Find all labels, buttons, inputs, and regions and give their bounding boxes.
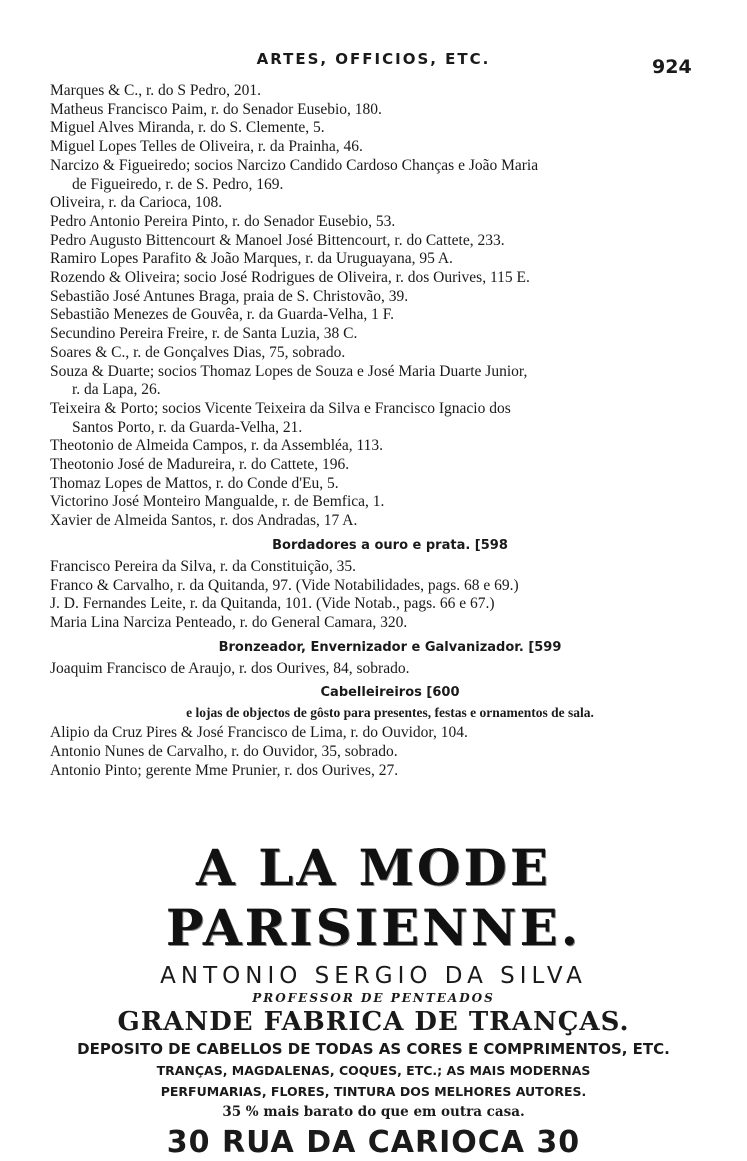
ad-banner: A LA MODE PARISIENNE. — [165, 838, 582, 957]
section-heading-bordadores: Bordadores a ouro e prata. [598 — [272, 537, 508, 553]
listing-entry: Teixeira & Porto; socios Vicente Teixeira da Silva e Francisco Ignacio dos — [50, 399, 511, 417]
listing-entry-continuation: r. da Lapa, 26. — [72, 381, 161, 399]
listing-entry: Miguel Lopes Telles de Oliveira, r. da Prainha, 46. — [50, 138, 363, 156]
listing-entry: J. D. Fernandes Leite, r. da Quitanda, 101. (Vide Notab., pags. 66 e 67.) — [50, 595, 495, 613]
section-heading-bronzeador: Bronzeador, Envernizador e Galvanizador. [599 — [218, 639, 562, 655]
listing-entry: Miguel Alves Miranda, r. do S. Clemente, 5. — [50, 119, 325, 137]
listing-entry: Souza & Duarte; socios Thomaz Lopes de Souza e José Maria Duarte Junior, — [50, 362, 528, 380]
advertisement — [0, 838, 747, 1161]
listing-entry: Sebastião José Antunes Braga, praia de S. Christovão, 39. — [50, 287, 409, 305]
section-subheading-cabelleireiros: e lojas de objectos de gôsto para presentes, festas e ornamentos de sala. — [186, 705, 594, 721]
listing-entry: Matheus Francisco Paim, r. do Senador Eusebio, 180. — [50, 100, 382, 118]
ad-perfumes-line: PERFUMARIAS, FLORES, TINTURA DOS MELHORES AUTORES. — [160, 1084, 587, 1099]
listing-entry: Joaquim Francisco de Araujo, r. dos Ourives, 84, sobrado. — [50, 659, 410, 677]
section-heading-cabelleireiros: Cabelleireiros [600 — [320, 685, 460, 701]
listing-entry: Xavier de Almeida Santos, r. dos Andradas, 17 A. — [50, 512, 358, 530]
listing-entry: Theotonio José de Madureira, r. do Cattete, 196. — [50, 456, 350, 474]
ad-products-line: TRANÇAS, MAGDALENAS, COQUES, ETC.; AS MAIS MODERNAS — [156, 1063, 591, 1078]
listing-entry: Antonio Nunes de Carvalho, r. do Ouvidor, 35, sobrado. — [50, 743, 398, 761]
listing-entry: Pedro Antonio Pereira Pinto, r. do Senador Eusebio, 53. — [50, 212, 396, 230]
listing-entry-continuation: de Figueiredo, r. de S. Pedro, 169. — [72, 175, 284, 193]
listing-entry: Theotonio de Almeida Campos, r. da Assembléa, 113. — [50, 437, 384, 455]
ad-address: 30 RUA DA CARIOCA 30 — [166, 1125, 581, 1160]
listing-entry: Pedro Augusto Bittencourt & Manoel José Bittencourt, r. do Cattete, 233. — [50, 231, 505, 249]
listing-entry: Maria Lina Narciza Penteado, r. do General Camara, 320. — [50, 613, 408, 631]
directory-entries — [50, 82, 730, 781]
ad-deposit-line: DEPOSITO DE CABELLOS DE TODAS AS CORES E COMPRIMENTOS, ETC. — [77, 1040, 670, 1058]
listing-entry: Sebastião Menezes de Gouvêa, r. da Guarda-Velha, 1 F. — [50, 306, 394, 324]
ad-profession: PROFESSOR DE PENTEADOS — [252, 991, 495, 1005]
ad-headline: GRANDE FABRICA DE TRANÇAS. — [117, 1007, 630, 1037]
page-number: 924 — [652, 56, 692, 78]
running-head: ARTES, OFFICIOS, ETC. — [256, 50, 491, 68]
listing-entry: Ramiro Lopes Parafito & João Marques, r. da Uruguayana, 95 A. — [50, 250, 453, 268]
listing-entry: Thomaz Lopes de Mattos, r. do Conde d'Eu, 5. — [50, 474, 339, 492]
listing-entry: Narcizo & Figueiredo; socios Narcizo Candido Cardoso Chanças e João Maria — [50, 156, 539, 174]
listing-entry: Francisco Pereira da Silva, r. da Constituição, 35. — [50, 557, 357, 575]
listing-entry: Franco & Carvalho, r. da Quitanda, 97. (Vide Notabilidades, pags. 68 e 69.) — [50, 576, 519, 594]
listing-entry: Oliveira, r. da Carioca, 108. — [50, 194, 223, 212]
ad-proprietor-name: ANTONIO SERGIO DA SILVA — [160, 963, 587, 989]
listing-entry: Alipio da Cruz Pires & José Francisco de Lima, r. do Ouvidor, 104. — [50, 724, 468, 742]
listing-entry: Marques & C., r. do S Pedro, 201. — [50, 82, 261, 99]
listing-entry: Victorino José Monteiro Mangualde, r. de Bemfica, 1. — [50, 493, 385, 511]
listing-entry: Secundino Pereira Freire, r. de Santa Luzia, 38 C. — [50, 325, 358, 343]
ad-discount: 35 % mais barato do que em outra casa. — [222, 1104, 525, 1120]
listing-entry-continuation: Santos Porto, r. da Guarda-Velha, 21. — [72, 418, 303, 436]
listing-entry: Rozendo & Oliveira; socio José Rodrigues de Oliveira, r. dos Ourives, 115 E. — [50, 269, 530, 287]
listing-entry: Soares & C., r. de Gonçalves Dias, 75, sobrado. — [50, 343, 346, 361]
listing-entry: Antonio Pinto; gerente Mme Prunier, r. dos Ourives, 27. — [50, 761, 399, 779]
